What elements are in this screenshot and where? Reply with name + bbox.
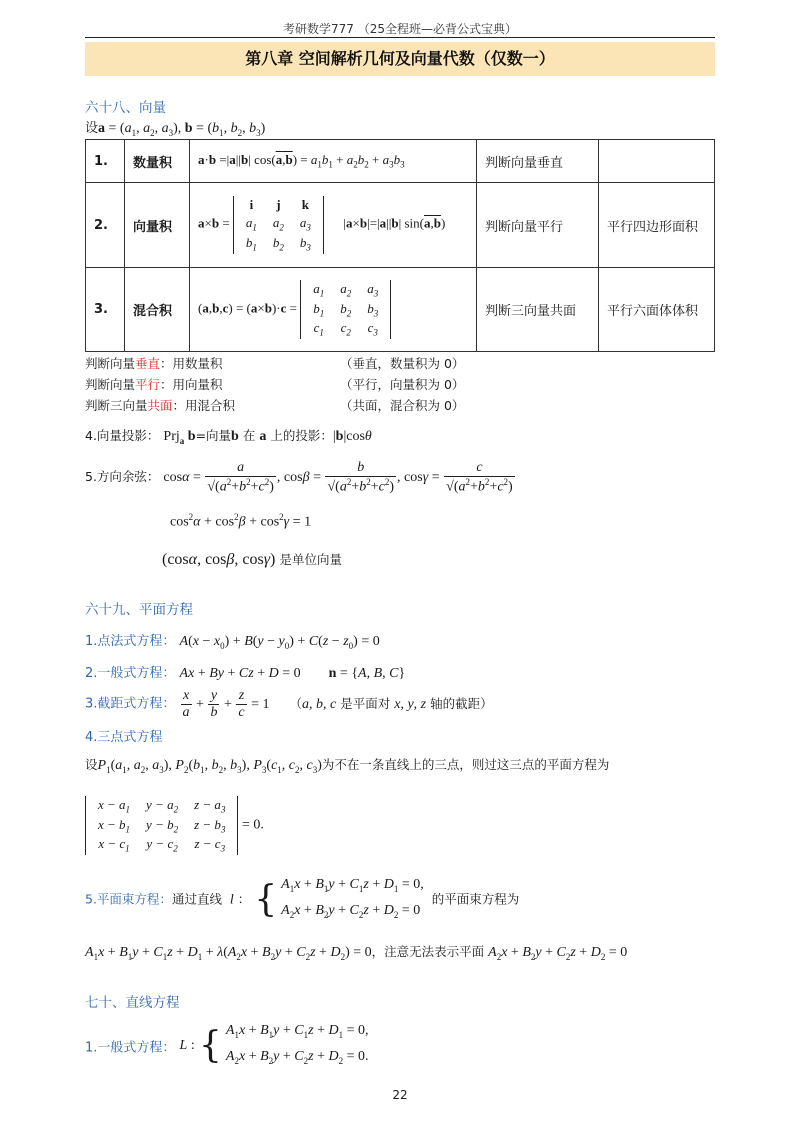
judge-post: ：用向量积 bbox=[160, 377, 223, 392]
pencil-line: 5.平面束方程：通过直线 l ： { $A_1x + B_1y + C_1z + D_1 = 0$, $A_2x + B_2y + C_2z + D_2 = 0$ 的平面束方程为 bbox=[85, 877, 520, 920]
row-use: 判断向量平行 bbox=[477, 183, 599, 268]
judge-line bbox=[85, 375, 223, 393]
page-number: 22 bbox=[392, 1088, 408, 1102]
general-plane-line: 2.一般式方程： Ax + By + Cz + D = 0 n = {A, B, C} bbox=[85, 666, 406, 681]
projection-text: 在 bbox=[242, 428, 256, 443]
pencil-note: ，注意无法表示平面 bbox=[371, 944, 485, 959]
running-header: 考研数学777 （25全程班—必背公式宝典） bbox=[283, 22, 517, 36]
three-point-desc: 设$P_1(a_1$, $a_2$, $a_3$), $P_2(b_1$, $b_2$, $b_3$), $P_3(c_1$, $c_2$, $c_3$)为不在一条直线上的三点，则过这三点的平面方程为 bbox=[85, 757, 610, 775]
determinant: i j k $a_1$ $a_2$ $a_3$ $b_1$ $b_2$ $b_3$ bbox=[233, 196, 324, 253]
unit-vector-line: (cosα, cosβ, cosγ) 是单位向量 bbox=[162, 551, 342, 568]
three-point-label: 4.三点式方程 bbox=[85, 730, 163, 745]
judge-line bbox=[85, 396, 235, 414]
table-row bbox=[86, 268, 715, 352]
mixed-product-formula: (a,b,c) = (a×b)·c = $a_1$ $a_2$ $a_3$ $b_1$ $b_2$ $b_3$ $c_1$ $c_2$ $c_3$ bbox=[190, 268, 477, 352]
vector-setup: 设$a = (a_1$, $a_2$, $a_3$), $b = (b_1$, $b_2$, $b_3$) bbox=[85, 121, 266, 138]
three-point-prefix: 设 bbox=[85, 757, 98, 772]
row-name: 向量积 bbox=[125, 183, 190, 268]
projection-line: 4.向量投影： Prj$_a$ b=向量b 在 a 上的投影：|b|cosθ bbox=[85, 428, 372, 446]
row-number: 2. bbox=[86, 183, 125, 268]
point-normal-label: 1.点法式方程： bbox=[85, 634, 176, 649]
pencil-suffix: 的平面束方程为 bbox=[431, 891, 520, 907]
three-point-text: 为不在一条直线上的三点，则过这三点的平面方程为 bbox=[321, 757, 610, 772]
setup-prefix: 设 bbox=[85, 121, 99, 136]
determinant: $x - a_1$ $y - a_2$ $z - a_3$ $x - b_1$ $y - b_2$ $z - b_3$ $x - c_1$ $y - c_2$ $z - c_3$ bbox=[85, 796, 238, 855]
judge-note: （垂直，数量积为 0） bbox=[340, 356, 465, 371]
judge-key: 平行 bbox=[135, 377, 161, 392]
intercept-label: 3.截距式方程： bbox=[85, 696, 176, 712]
line-general-label: 1.一般式方程： bbox=[85, 1040, 176, 1056]
judge-note: （平行，向量积为 0） bbox=[340, 377, 465, 392]
cross-product-formula: a×b = i j k $a_1$ $a_2$ $a_3$ $b_1$ $b_2$ $b_3$ |a×b|=|a||b| sin(a,b) bbox=[190, 183, 477, 268]
judge-pre: 判断向量 bbox=[85, 377, 136, 392]
table-row bbox=[86, 183, 715, 268]
dircos-label: 5.方向余弦： bbox=[85, 469, 160, 485]
judge-pre: 判断三向量 bbox=[85, 398, 148, 413]
cosine-sum-identity: $\cos^2\alpha + \cos^2\beta + \cos^2\gamma = 1$ bbox=[170, 512, 312, 530]
section-69-title: 六十九、平面方程 bbox=[85, 602, 193, 618]
row-extra: 平行六面体体积 bbox=[599, 268, 715, 352]
row-number: 3. bbox=[86, 268, 125, 352]
intercept-note: 是平面对 bbox=[340, 695, 391, 711]
chapter-title: 第八章 空间解析几何及向量代数（仅数一） bbox=[85, 42, 715, 76]
row-extra bbox=[599, 140, 715, 183]
row-extra: 平行四边形面积 bbox=[599, 183, 715, 268]
dot-product-formula: a·b =|a||b| $\cos(a,b) = a_1b_1 + a_2b_2 + a_3b_3$ bbox=[190, 140, 477, 183]
determinant: $a_1$ $a_2$ $a_3$ $b_1$ $b_2$ $b_3$ $c_1$ $c_2$ $c_3$ bbox=[300, 280, 391, 339]
general-plane-label: 2.一般式方程： bbox=[85, 666, 176, 681]
three-point-determinant: $x - a_1$ $y - a_2$ $z - a_3$ $x - b_1$ $y - b_2$ $z - b_3$ $x - c_1$ $y - c_2$ $z - c_3$ = 0. bbox=[85, 796, 264, 855]
row-name: 混合积 bbox=[125, 268, 190, 352]
judge-line bbox=[85, 354, 223, 372]
pencil-through: 通过直线 bbox=[171, 891, 222, 907]
unit-vector-note: 是单位向量 bbox=[279, 552, 342, 567]
row-use: 判断三向量共面 bbox=[477, 268, 599, 352]
projection-text: =向量 bbox=[195, 428, 232, 443]
row-number: 1. bbox=[86, 140, 125, 183]
table-row bbox=[86, 140, 715, 183]
projection-label: 4.向量投影： bbox=[85, 428, 160, 443]
header-rule bbox=[85, 37, 715, 38]
vector-products-table bbox=[85, 139, 715, 352]
row-name: 数量积 bbox=[125, 140, 190, 183]
pencil-label: 5.平面束方程： bbox=[85, 891, 172, 907]
judge-key: 垂直 bbox=[135, 356, 161, 371]
section-70-title: 七十、直线方程 bbox=[85, 995, 180, 1011]
direction-cosine-line: 5.方向余弦： cosα = $\frac{a}{√(a^2+b^2+c^2)}$ , cosβ = $\frac{b}{√(a^2+b^2+c^2)}$ , cosγ = $\frac{c}{√(a^2+b^2+c^2)}$ bbox=[85, 460, 513, 495]
section-68-title: 六十八、向量 bbox=[85, 100, 166, 116]
judge-post: ：用混合积 bbox=[172, 398, 236, 413]
pencil-equation: $A_1x + B_1y + C_1z + D_1 + \lambda(A_2x + B_2y + C_2z + D_2) = 0$，注意无法表示平面 $A_2x + B_2y + C_2z + D_2 = 0$ bbox=[85, 944, 628, 962]
judge-note: （共面，混合积为 0） bbox=[340, 398, 465, 413]
projection-text: 上的投影： bbox=[270, 428, 333, 443]
judge-post: ：用数量积 bbox=[160, 356, 223, 371]
row-use: 判断向量垂直 bbox=[477, 140, 599, 183]
intercept-line: 3.截距式方程： $\frac{x}{a}$ + $\frac{y}{b}$ + $\frac{z}{c}$ = 1 （a, b, c 是平面对 x, y, z 轴的截距） bbox=[85, 688, 493, 720]
line-general-line: 1.一般式方程： L : { $A_1x + B_1y + C_1z + D_1 = 0$, $A_2x + B_2y + C_2z + D_2 = 0$. bbox=[85, 1023, 369, 1066]
judge-pre: 判断向量 bbox=[85, 356, 136, 371]
point-normal-line: 1.点法式方程： $A(x - x_0) + B(y - y_0) + C(z - z_0) = 0$ bbox=[85, 634, 380, 651]
judge-key: 共面 bbox=[147, 398, 173, 413]
intercept-note: 轴的截距） bbox=[430, 695, 493, 711]
